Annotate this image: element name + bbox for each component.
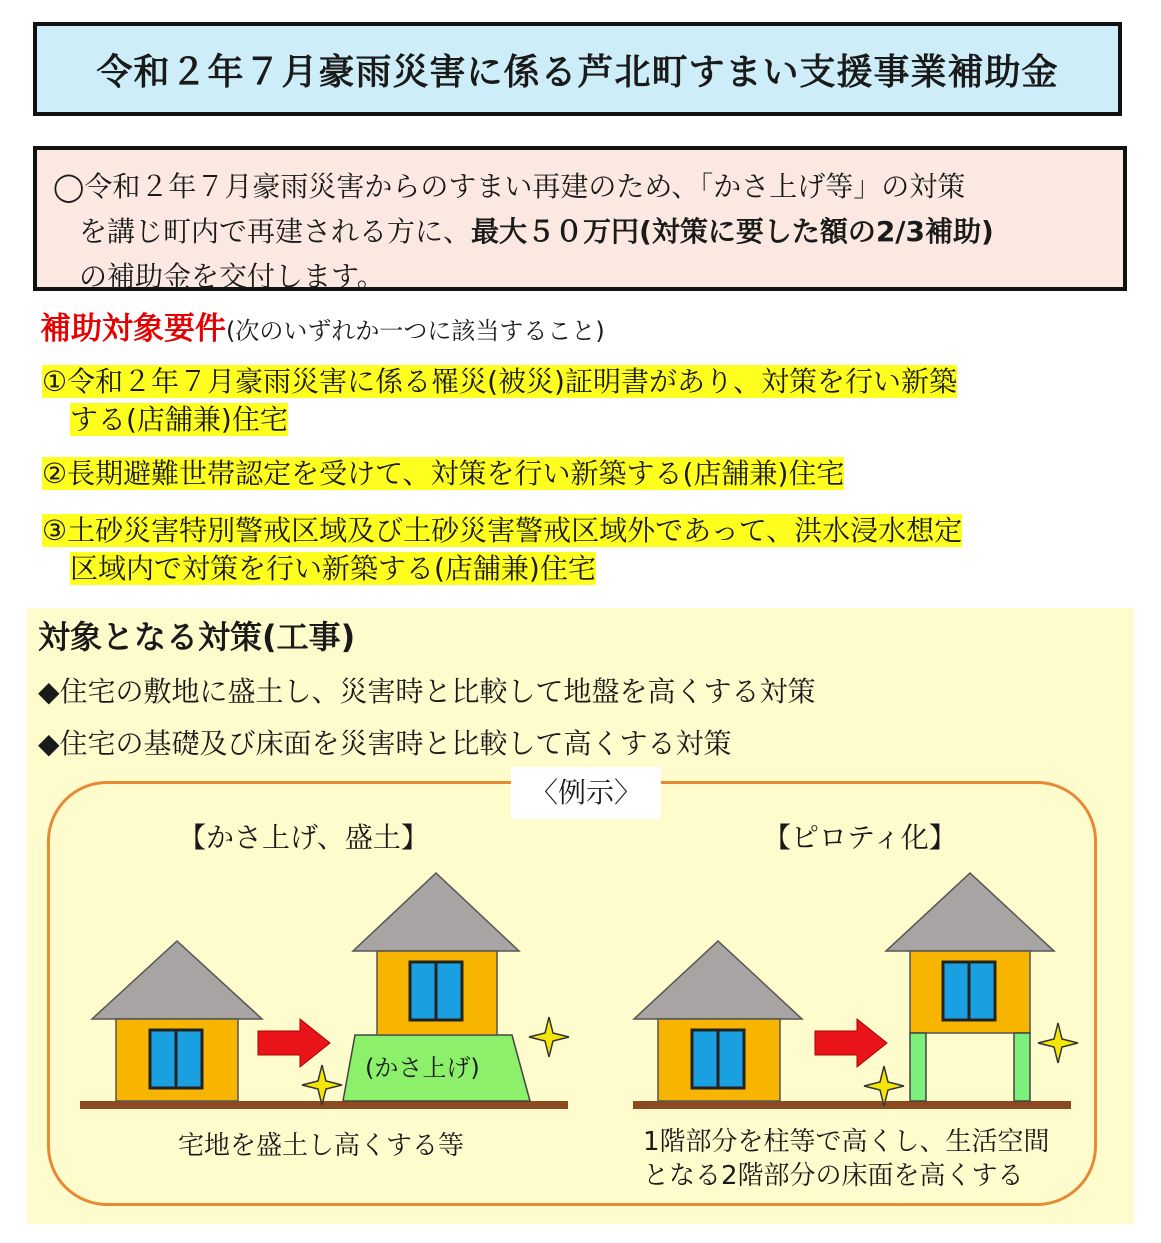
sparkle-icon-4 — [864, 1066, 904, 1106]
measure-bullet-2: ◆住宅の基礎及び床面を災害時と比較して高くする対策 — [38, 727, 732, 760]
intro-line-1: ◯令和２年７月豪雨災害からのすまい再建のため、「かさ上げ等」の対策 — [53, 170, 966, 203]
arrow-icon-1 — [258, 1019, 330, 1067]
pillar-left — [910, 1033, 926, 1101]
sparkle-icon-1 — [529, 1017, 569, 1057]
roof-left-house-2 — [634, 941, 802, 1019]
requirement-3-line-2: 区域内で対策を行い新築する(店舗兼)住宅 — [70, 552, 596, 585]
example-2-label: 【ピロティ化】 — [763, 821, 957, 854]
subsidy-amount: 最大５０万円(対策に要した額の2/3補助) — [471, 215, 994, 248]
requirements-title: 補助対象要件 — [40, 311, 226, 347]
sparkle-icon-3 — [1038, 1023, 1078, 1063]
roof-raised-house — [353, 873, 519, 951]
measure-bullet-1: ◆住宅の敷地に盛土し、災害時と比較して地盤を高くする対策 — [38, 675, 816, 708]
requirement-1-line-1: ①令和２年７月豪雨災害に係る罹災(被災)証明書があり、対策を行い新築 — [42, 365, 957, 398]
example-1-label: 【かさ上げ、盛土】 — [178, 821, 429, 854]
ground-line-2 — [633, 1101, 1071, 1109]
ground-line-1 — [80, 1101, 568, 1109]
mound-label: (かさ上げ) — [365, 1054, 480, 1082]
sparkle-icon-2 — [302, 1065, 342, 1105]
example-2-caption-line-1: 1階部分を柱等で高くし、生活空間 — [643, 1127, 1050, 1157]
intro-line-3: の補助金を交付します。 — [79, 260, 385, 293]
pillar-right — [1014, 1033, 1030, 1101]
example-tag: 〈例示〉 — [511, 767, 661, 819]
roof-left-house — [92, 941, 262, 1019]
requirement-2-line-1: ②長期避難世帯認定を受けて、対策を行い新築する(店舗兼)住宅 — [42, 457, 845, 490]
requirement-3-line-1: ③土砂災害特別警戒区域及び土砂災害警戒区域外であって、洪水浸水想定 — [42, 514, 963, 547]
arrow-icon-2 — [815, 1019, 887, 1067]
intro-line-2-text: を講じ町内で再建される方に、 — [79, 215, 472, 248]
requirement-1-line-2: する(店舗兼)住宅 — [70, 403, 288, 436]
page-title: 令和２年７月豪雨災害に係る芦北町すまい支援事業補助金 — [33, 22, 1122, 116]
measures-title: 対象となる対策(工事) — [38, 618, 356, 656]
example-1-caption: 宅地を盛土し高くする等 — [178, 1131, 465, 1161]
requirements-note: (次のいずれか一つに該当すること) — [226, 317, 605, 345]
roof-pilotis-house — [886, 873, 1054, 951]
example-2-caption-line-2: となる2階部分の床面を高くする — [643, 1161, 1024, 1191]
